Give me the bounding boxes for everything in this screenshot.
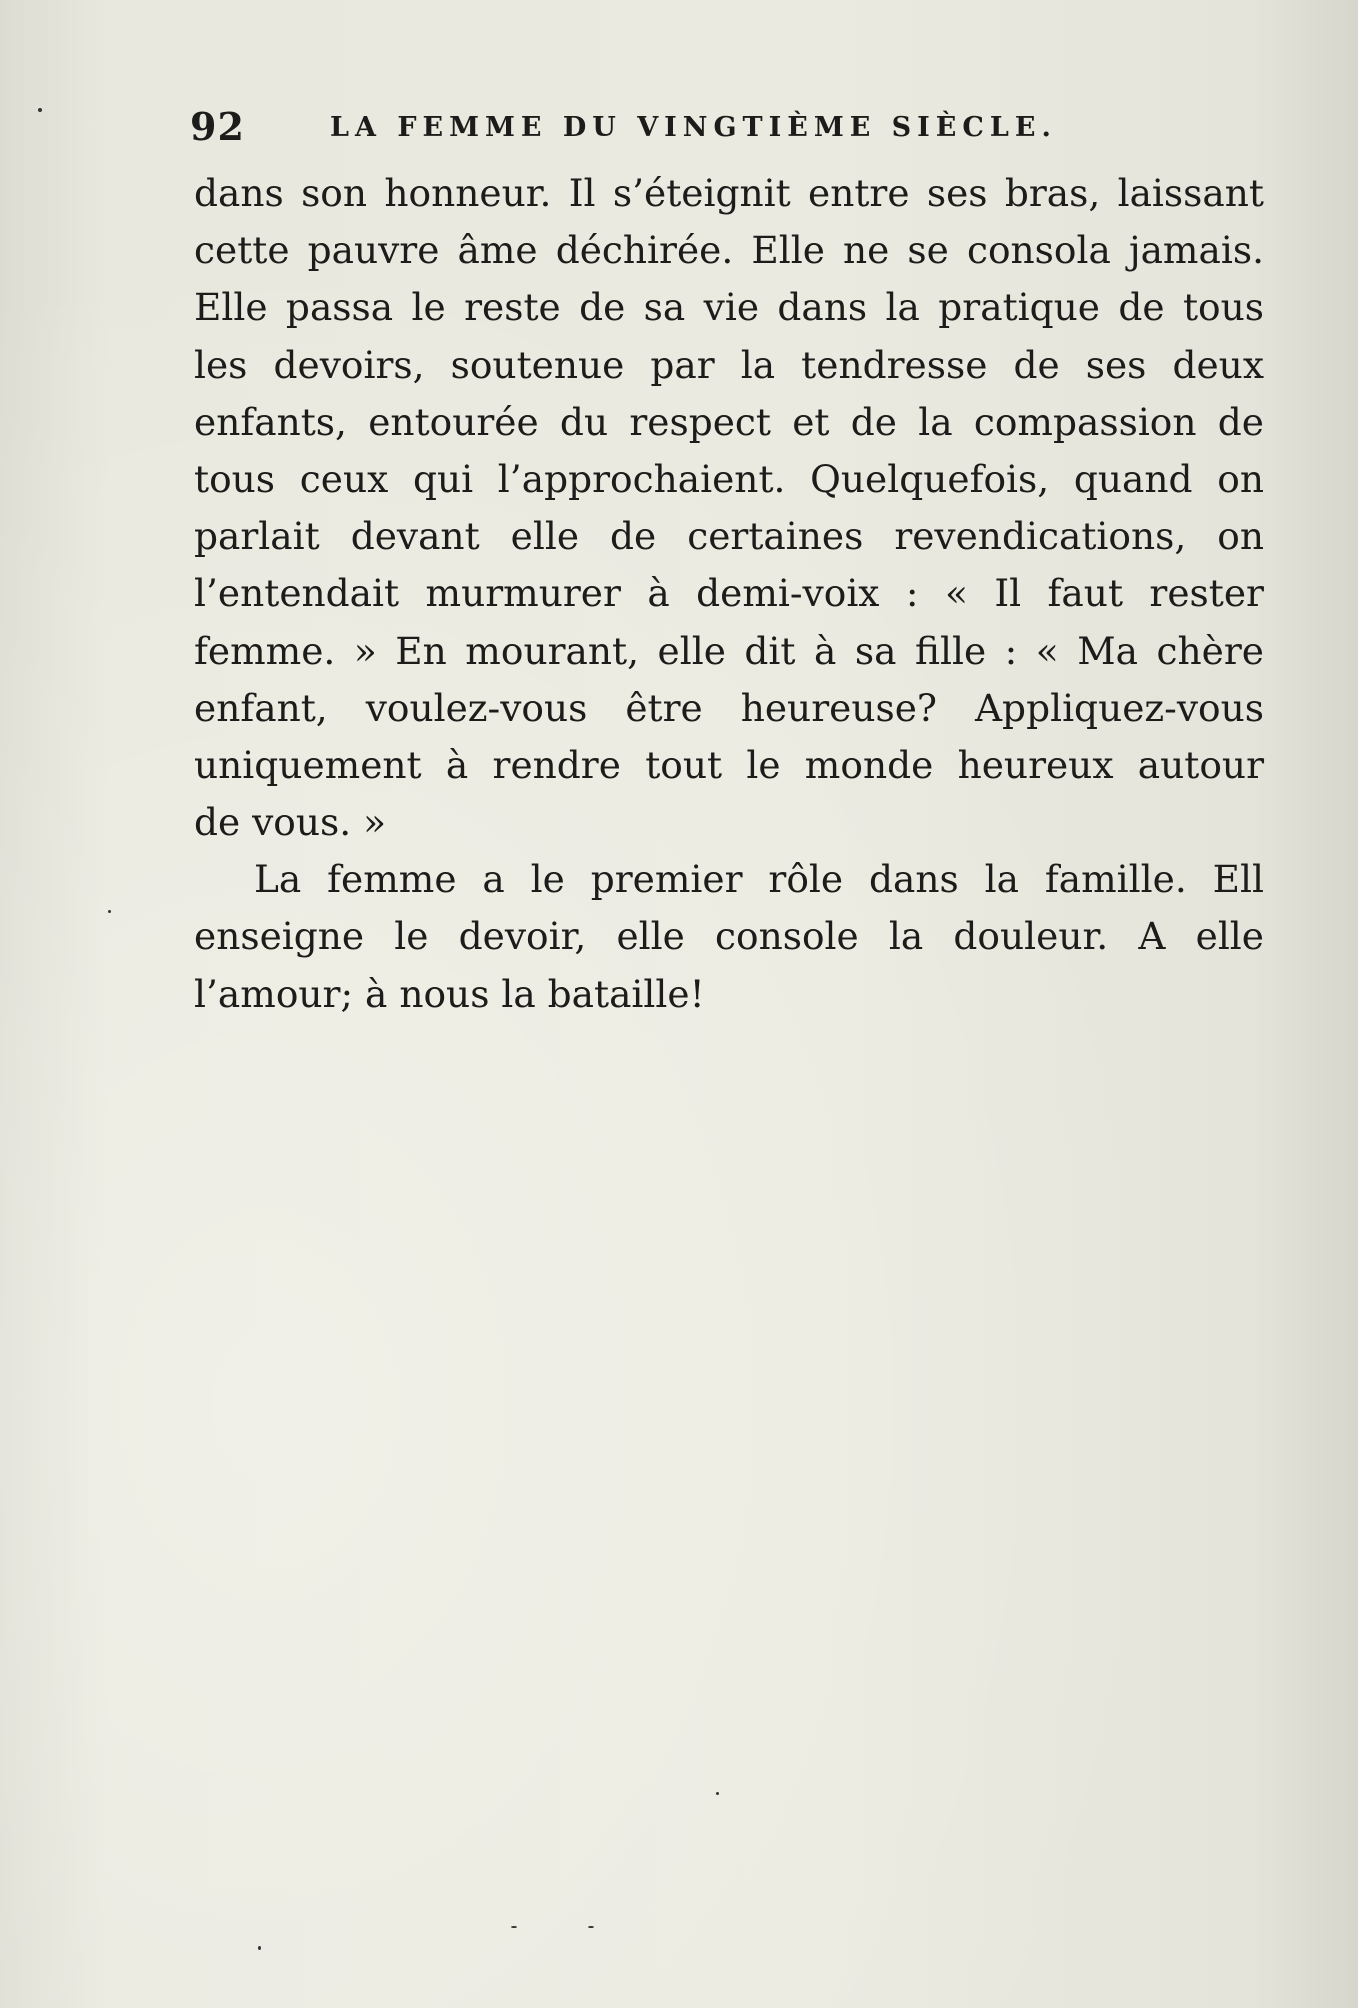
speck xyxy=(511,1926,517,1928)
text-line: tous ceux qui l’approchaient. Quelquefois, quand on xyxy=(194,456,1264,501)
speck xyxy=(588,1926,594,1928)
body-text xyxy=(194,165,1264,1023)
speck xyxy=(38,108,42,112)
page-number: 92 xyxy=(190,104,245,149)
text-line: enfants, entourée du respect et de la compassion de xyxy=(194,399,1264,444)
text-line: cette pauvre âme déchirée. Elle ne se consola jamais. xyxy=(194,228,1264,273)
speck xyxy=(258,1946,261,1950)
text-line: les devoirs, soutenue par la tendresse de ses deux xyxy=(194,342,1264,387)
speck xyxy=(108,910,111,913)
paragraph-1 xyxy=(194,165,1264,851)
running-title: LA FEMME DU VINGTIÈME SIÈCLE. xyxy=(330,112,1057,143)
text-line: La femme a le premier rôle dans la famille. Ell xyxy=(254,857,1264,902)
paragraph-2 xyxy=(194,851,1264,1023)
text-line: Elle passa le reste de sa vie dans la pratique de tous xyxy=(194,285,1264,330)
speck xyxy=(716,1792,719,1795)
text-line: parlait devant elle de certaines revendications, on xyxy=(194,514,1264,559)
text-line: enseigne le devoir, elle console la douleur. A elle xyxy=(194,914,1264,959)
text-line: l’amour; à nous la bataille! xyxy=(194,971,705,1016)
text-line: l’entendait murmurer à demi-voix : « Il faut rester xyxy=(194,571,1264,616)
text-line: femme. » En mourant, elle dit à sa fille : « Ma chère xyxy=(194,628,1264,673)
text-line: de vous. » xyxy=(194,800,387,845)
page-header xyxy=(190,104,1140,154)
text-line: enfant, voulez-vous être heureuse? Appliquez-vous xyxy=(194,685,1264,730)
text-line: dans son honneur. Il s’éteignit entre ses bras, laissant xyxy=(194,171,1264,215)
text-line: uniquement à rendre tout le monde heureux autour xyxy=(194,742,1264,787)
